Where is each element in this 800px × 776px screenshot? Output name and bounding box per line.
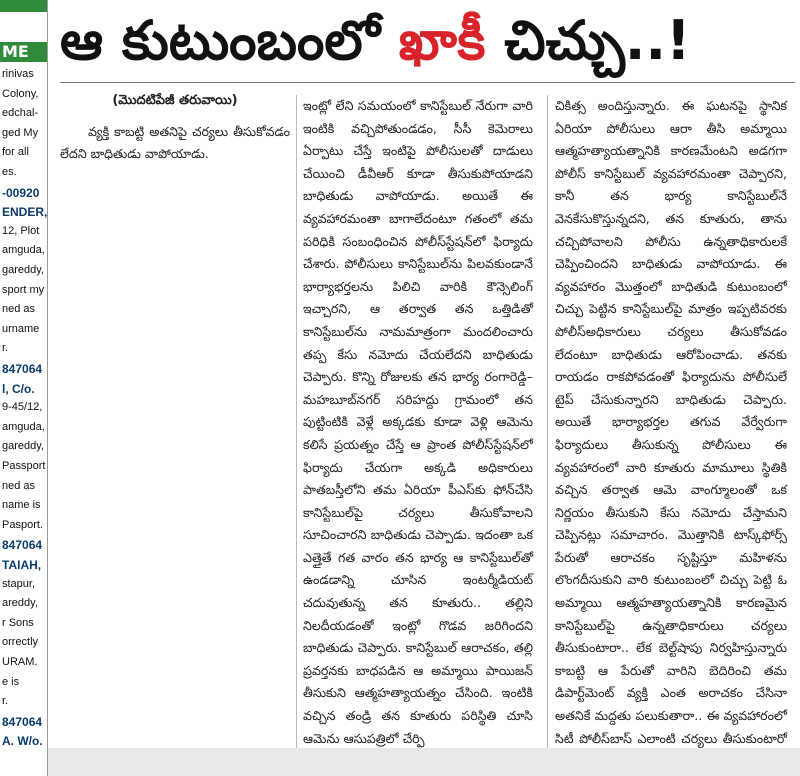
strip-line: 9-45/12, — [2, 401, 43, 414]
strip-line: Passport — [2, 460, 46, 472]
headline — [60, 6, 790, 76]
strip-line: TAIAH, — [2, 558, 42, 572]
strip-line: urname — [2, 322, 40, 335]
strip-line: sport my — [2, 283, 45, 296]
strip-line: ned as — [2, 303, 36, 316]
strip-line: rinivas — [2, 68, 34, 80]
strip-line: URAM. — [2, 656, 38, 668]
strip-line: -00920 — [2, 185, 40, 200]
strip-line: areddy, — [2, 597, 38, 610]
headline-red-word: ఖాకీ — [398, 9, 486, 72]
continuation-note: (మొదటిపేజీ తరువాయి) — [112, 93, 238, 108]
strip-line: Pasport. — [2, 518, 43, 531]
article-column-1 — [60, 90, 290, 166]
strip-line: ENDER, — [2, 205, 48, 220]
headline-part-1: ఆ కుటుంబంలో — [60, 9, 399, 72]
strip-line: 12, Plot — [2, 224, 40, 237]
article-column-3 — [555, 95, 787, 773]
article-column-2 — [303, 95, 533, 750]
strip-badge: ME — [0, 42, 47, 62]
strip-line: es. — [2, 166, 17, 178]
strip-color-bar — [0, 0, 47, 12]
strip-line: for all — [2, 146, 29, 159]
strip-line: 847064 — [2, 362, 43, 376]
strip-line: orrectly — [2, 636, 39, 649]
strip-line: amguda, — [2, 244, 45, 257]
headline-part-3: చిచ్చు..! — [485, 9, 691, 72]
strip-line: name is — [2, 499, 41, 512]
headline-rule — [60, 82, 795, 83]
strip-line: gareddy, — [2, 264, 44, 276]
strip-line: ged My — [2, 126, 39, 139]
column-divider — [296, 95, 297, 750]
strip-line: edchal- — [2, 107, 39, 120]
strip-line: gareddy, — [2, 440, 44, 453]
strip-line: r. — [2, 695, 9, 708]
strip-line: amguda, — [2, 420, 45, 433]
page-bottom-band — [48, 748, 800, 776]
paragraph: చికిత్స అందిస్తున్నారు. ఈ ఘటనపై స్థానిక ఏరియా పోలీసులు ఆరా తీసి అమ్మాయి ఆత్మహత్యాయత్నానికి కారణమేంటని అడగగా పోలీస్ కానిస్టేబుల్ వ్యవహారమంతా చెప్పారని, కానీ తన భార్య కానిస్టేబుల్‌నే వెనకేసుకొస్తున్నదని, తన కూతురు, తాను చచ్చిపోవాలని పోలీసు ఉన్నతాధికారులకే చెప్పించిందని బాధితుడు వాపోయాడు. ఈ వ్యవహారం మొత్తంలో బాధితుడి కుటుంబంలో చిచ్చు పెట్టిన కానిస్టేబుల్‌పై మాత్రం ఇప్పటివరకు పోలీస్‌అధికారులు చర్యలు తీసుకోవడం లేదంటూ బాధితుడు ఆరోపించాడు. తనకు రాయడం రాకపోవడంతో ఫిర్యాదును పోలీసులే టైప్ చేసుకున్నారని బాధితుడు చెప్పారు. అయితే భార్యాభర్తల తగువ వేర్వేరుగా ఫిర్యాదులు తీసుకున్న పోలీసులు ఈ వ్యవహారంలో వారి కూతురు మామూలు స్థితికి వచ్చిన తర్వాత ఆమె వాంగ్మూలంతో ఒక నిర్ణయం తీసుకుని కేసు నమోదు చేస్తామని చెప్పినట్లు సమాచారం. మొత్తానికి టాస్క్‌ఫోర్స్ పేరుతో ఆరాచకం సృష్టిస్తూ మహిళను లొంగదీసుకుని వారి కుటుంబంలో చిచ్చు పెట్టి ఓ అమ్మాయి ఆత్మహత్యాయత్నానికి కారణమైన కానిస్టేబుల్‌పై ఉన్నతాధికారులు చర్యలు తీసుకుంటారా.. లేక బెల్ట్‌షాపు నిర్వహిస్తున్నారు కాబట్టి ఆ పేరుతో వారిని బెదిరించి తమ డిపార్ట్‌మెంట్ వ్యక్తి ఎంత అరాచకం చేసినా అతనికే మద్దతు పలుకుతారా.. ఈ వ్యవహారంలో సిటీ పోలీస్‌బాస్ ఎలాంటి చర్యలు తీసుకుంటారో — [555, 98, 787, 746]
strip-line: 847064 — [2, 714, 43, 729]
column-divider — [547, 95, 548, 750]
strip-line: e is — [2, 675, 20, 688]
strip-line: 847064 — [2, 538, 43, 553]
strip-line: A. W/o. — [2, 734, 43, 749]
strip-line: ned as — [2, 479, 36, 492]
paragraph: వ్యక్తి కాబట్టి అతనిపై చర్యలు తీసుకోవడం లేదని బాధితుడు వాపోయాడు. — [60, 123, 290, 162]
strip-line: stapur, — [2, 577, 36, 590]
strip-line: l, C/o. — [2, 381, 35, 396]
paragraph: ఇంట్లో లేని సమయంలో కానిస్టేబుల్ నేరుగా వారి ఇంటికి వచ్చిపోతుండడం, సీసీ కెమెరాలు ఏర్పాటు చేస్తే ఇంటిపై పోలీసులతో దాడులు చేయించి డీవీఆర్ కూడా తీసుకుపోయాడని బాధితుడు వాపోయాడు. అయితే ఈ వ్యవహారమంతా బాగాలేదంటూ గతంలో తమ పరిధికి సంబంధించిన పోలీస్‌స్టేషన్‌లో ఫిర్యాదు చేశారు. పోలీసులు కానిస్టేబుల్‌ను పిలవకుండానే భార్యాభర్తలను పిలిచి వారికి కౌన్సెలింగ్ ఇచ్చారని, ఆ తర్వాత తన ఒత్తిడితో కానిస్టేబుల్‌ను నామమాత్రంగా మందలించారు తప్ప కేసు నమోదు చేయలేదని బాధితుడు చెప్పారు. కొన్ని రోజులకు తన భార్య రంగారెడ్డి–మహబూబ్‌నగర్ సరిహద్దు గ్రామంలో తన పుట్టింటికి వెళ్లే అక్కడకు కూడా వెళ్లి ఆమెను కలిసే ప్రయత్నం చేస్తే ఆ ప్రాంత పోలీస్‌స్టేషన్‌లో ఫిర్యాదు చేయగా అక్కడి అధికారులు పాతబస్తీలోని తమ ఏరియా పీఎస్‌కు ఫోన్‌చేసి కానిస్టేబుల్‌పై చర్యలు తీసుకోవాలని సూచించారని బాధితుడు చెప్పాడు. ఇదంతా ఒక ఎత్తైతే గత వారం తన భార్య ఆ కానిస్టేబుల్‌తో ఉండడాన్ని చూసిన ఇంటర్మీడియట్ చదువుతున్న తన కూతురు.. తల్లిని నిలదీయడంతో ఇంట్లో గొడవ జరిగిందని బాధితుడు చెప్పారు. కానిస్టేబుల్ ఆరాచకం, తల్లి ప్రవర్తనకు బాధపడిన ఆ అమ్మాయి పాయిజన్ తీసుకుని ఆత్మహత్యాయత్నం చేసింది. ఇంటికి వచ్చిన తండ్రి తన కూతురు పరిస్థితి చూసి ఆమెను ఆసుపత్రిలో చేర్పి — [303, 98, 533, 746]
adjacent-column-strip — [0, 0, 48, 776]
strip-line: r. — [2, 342, 9, 355]
strip-line: Colony, — [2, 87, 39, 100]
strip-line: r Sons — [2, 616, 34, 629]
